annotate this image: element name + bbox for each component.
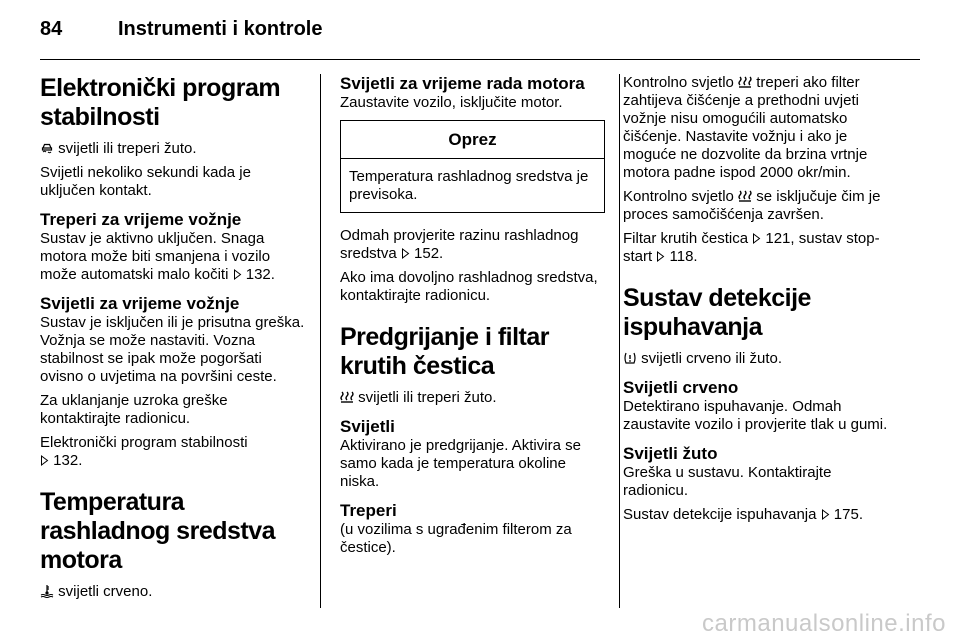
column-1	[40, 74, 305, 607]
coolant-status: svijetli crveno.	[40, 583, 305, 601]
caution-title: Oprez	[341, 121, 604, 159]
esp-heading: Elektronički program stabilnosti	[40, 74, 281, 131]
off-text: Kontrolno svjetlo se isključuje čim je proces samočišćenja završen.	[623, 188, 881, 223]
lit-text: Sustav je isključen ili je prisutna greška. Vožnja se može nastaviti. Vozna stabilnost se ipak može pogoršati ovisno o uvjetima na površini ceste.	[40, 314, 305, 385]
page-ref-arrow-icon	[656, 251, 665, 262]
coolant-temperature-icon	[40, 584, 54, 598]
red-heading: Svijetli crveno	[623, 378, 739, 397]
tpms-status: svijetli crveno ili žuto.	[623, 350, 888, 368]
tpms-link: Sustav detekcije ispuhavanja 175.	[623, 506, 863, 523]
lights-heading: Svijetli	[340, 417, 395, 436]
flash-heading: Treperi za vrijeme vožnje	[40, 210, 242, 229]
esp-skid-car-icon	[40, 141, 54, 155]
preheat-heading: Predgrijanje i filtar krutih čestica	[340, 323, 550, 380]
caution-body: Temperatura rashladnog sredstva je previsoka.	[349, 168, 589, 203]
lights-text: Aktivirano je predgrijanje. Aktivira se samo kada je temperatura okoline niska.	[340, 437, 581, 490]
page-ref-arrow-icon	[233, 269, 242, 280]
page-ref-arrow-icon	[821, 509, 830, 520]
column-divider-1	[320, 74, 321, 608]
links-text: Filtar krutih čestica 121, sustav stop-start 118.	[623, 230, 880, 265]
enough-text: Ako ima dovoljno rashladnog sredstva, kontaktirajte radionicu.	[340, 269, 598, 304]
column-3	[623, 74, 888, 530]
flash-text: Sustav je aktivno uključen. Snaga motora može biti smanjena i vozilo može automatski malo kočiti 132.	[40, 230, 275, 283]
glow-plug-icon	[738, 75, 752, 89]
running-title: Instrumenti i kontrole	[118, 18, 323, 40]
coolant-lit-heading: Svijetli za vrijeme rada motora	[340, 74, 585, 93]
esp-intro: Svijetli nekoliko sekundi kada je uključen kontakt.	[40, 164, 251, 199]
lit-heading: Svijetli za vrijeme vožnje	[40, 294, 240, 313]
check-text: Odmah provjerite razinu rashladnog sredstva 152.	[340, 227, 579, 262]
yellow-text: Greška u sustavu. Kontaktirajte radionicu.	[623, 464, 832, 499]
filter-text: Kontrolno svjetlo treperi ako filter zahtijeva čišćenje a prethodni uvjeti vožnje nisu omogućili automatsko čišćenje. Nastavite vožnju i ako je moguće ne dozvolite da brzina vrtnje motora padne ispod 2000 okr/min.	[623, 74, 868, 181]
preheat-status: svijetli ili treperi žuto.	[340, 389, 605, 407]
header-rule	[40, 59, 920, 60]
column-2	[340, 74, 605, 563]
tyre-pressure-icon	[623, 351, 637, 365]
coolant-lit-text: Zaustavite vozilo, isključite motor.	[340, 94, 563, 111]
coolant-heading: Temperatura rashladnog sredstva motora	[40, 488, 276, 574]
red-text: Detektirano ispuhavanje. Odmah zaustavite vozilo i provjerite tlak u gumi.	[623, 398, 888, 433]
flashes-text: (u vozilima s ugrađenim filterom za čestice).	[340, 521, 572, 556]
glow-plug-icon	[738, 189, 752, 203]
glow-plug-icon	[340, 390, 354, 404]
watermark: carmanualsonline.info	[702, 610, 946, 637]
esp-status: svijetli ili treperi žuto.	[40, 140, 305, 158]
tpms-heading: Sustav detekcije ispuhavanja	[623, 284, 811, 341]
flashes-heading: Treperi	[340, 501, 397, 520]
column-divider-2	[619, 74, 620, 608]
fault-text: Za uklanjanje uzroka greške kontaktirajte radionicu.	[40, 392, 228, 427]
page-header	[40, 18, 322, 41]
page-ref-arrow-icon	[752, 233, 761, 244]
yellow-heading: Svijetli žuto	[623, 444, 718, 463]
caution-box	[340, 120, 605, 213]
esp-link: Elektronički program stabilnosti 132.	[40, 434, 248, 469]
page-ref-arrow-icon	[401, 248, 410, 259]
page-number: 84	[40, 18, 63, 40]
page-ref-arrow-icon	[40, 455, 49, 466]
